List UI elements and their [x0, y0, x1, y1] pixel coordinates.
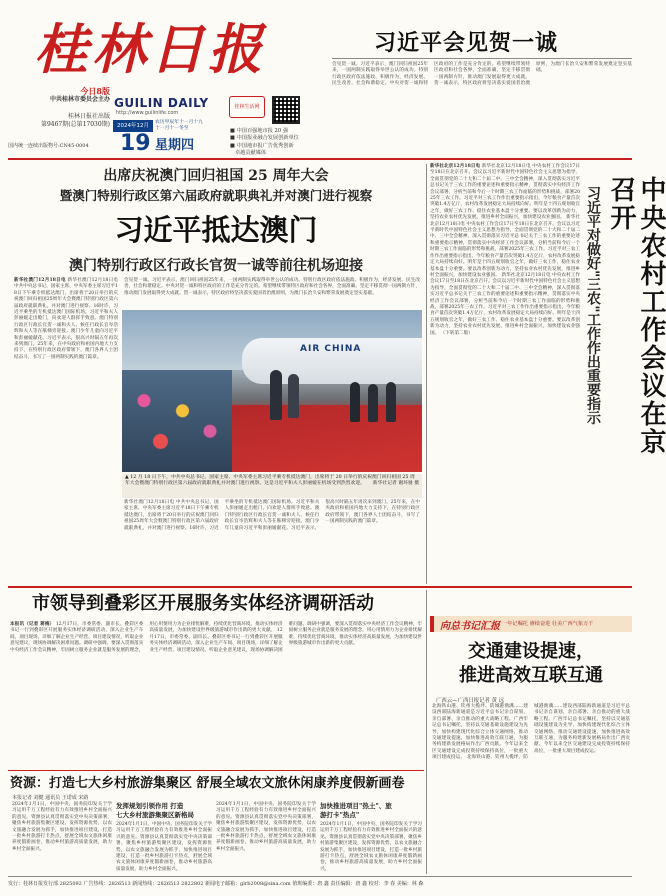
lunar-date	[155, 120, 227, 132]
column-headline	[430, 640, 632, 688]
lead-body-bottom: 新华社澳门12月18日电 中共中央总书记、国家主席、中央军委主席习近平18日下午乘专机抵达澳门，出席将于20日举行的庆祝澳门回归祖国25周年大会暨澳门特别行政区第六届政府就职典礼，并对澳门进行视察。16时许，习近平乘坐的专机抵达澳门国际机场。习近平和夫人彭丽媛走出舱门，向欢迎人群挥手致意。澳门特别行政区行政长官贺一诚和夫人、候任行政长官岑浩辉和夫人等在舷梯旁迎接。澳门少年儿童向习近平和彭丽媛献花。习近平表示，很高兴时隔五年再次来到澳门。25年来，在中央政府和祖国内地大力支持下，在特别行政区政府带领下，澳门各界人士团结奋斗，书写了一国两制实践的澳门篇章。	[124, 500, 420, 531]
badge-2: ■ 中国报业融合发展创新单位	[230, 135, 299, 142]
right-body-text-3: 新华社北京12月18日电 中央农村工作会议17日至18日在北京召开。会议以习近平新时代中国特色社会主义思想为指导，全面贯彻党的二十大和二十届二中、三中全会精神，深入贯彻落实习近平总书记关于三农工作的重要论述和重要指示精神，贯彻落实中央经济工作会议部署，分析当前和今后一个时期三农工作面临的形势和挑战，部署2025年三农工作。习近平对三农工作作出重要指示指出，今年粮食产量首次突破1.4万亿斤，农村改革发展稳定大局持续向好。明年是十四五规划收官之年，做好三农工作、稳住农业基本盘十分重要。要以改革创新为动力，坚持农业农村优先发展，推进乡村全面振兴，加快建设农业强国。	[430, 272, 580, 336]
daily-en: GUILIN DAILY	[114, 96, 209, 110]
badge-4-text: 卓越贡献媒体	[234, 150, 267, 157]
photo-figure-5	[386, 382, 396, 422]
lead-body-text: 新华社澳门12月18日电 中共中央总书记、国家主席、中央军委主席习近平18日下午乘专机抵达澳门，出席将于20日举行的庆祝澳门回归祖国25周年大会暨澳门特别行政区第六届政府就职典礼，并对澳门进行视察。16时许，习近平乘坐的专机抵达澳门国际机场。习近平和夫人彭丽媛走出舱门，向欢迎人群挥手致意。澳门特别行政区行政长官贺一诚和夫人、候任行政长官岑浩辉和夫人等在舷梯旁迎接。澳门少年儿童向习近平和彭丽媛献花。习近平表示，很高兴时隔五年再次来到澳门。25年来，在中央政府和祖国内地大力支持下，在特别行政区政府带领下，澳门各界人士团结奋斗，书写了一国两制实践的澳门篇章。	[14, 278, 118, 360]
city-body-text-2: 12月17日，市委常委、副市长、叠彩区委书记一行到叠彩区开展服务实体经济调研活动，深入企业生产车间、项目现场，详细了解企业生产经营、项目建设情况，听取企业意见建议，现场协调解决困难问题。调研中强调，要深入贯彻落实中央经济工作会议精神，牢固树立服务企业就是服务发展的理念，用心用情用力为企业排忧解难，持续优化营商环境，推动实体经济高质量发展，为加快建设世界级旅游城市作出新的更大贡献。	[149, 622, 422, 653]
right-body-text-1: 新华社北京12月18日电 中央农村工作会议17日至18日在北京召开。会议以习近平新时代中国特色社会主义思想为指导，全面贯彻党的二十大和二十届二中、三中全会精神，深入贯彻落实习近平总书记关于三农工作的重要论述和重要指示精神，贯彻落实中央经济工作会议部署，分析当前和今后一个时期三农工作面临的形势和挑战，部署2025年三农工作。习近平对三农工作作出重要指示指出，今年粮食产量首次突破1.4万亿斤，农村改革发展稳定大局持续向好。明年是十四五规划收官之年，做好三农工作、稳住农业基本盘十分重要。要以改革创新为动力，坚持农业农村优先发展，推进乡村全面振兴，加快建设农业强国。	[430, 164, 580, 221]
masthead-rule	[8, 158, 632, 160]
lead-body-top: 会见贺一诚。习近平表示，澳门回归祖国25年来，一国两制实践取得举世公认的成功。特别行政区政府依法施政、积极作为，经济发展、民生改善，社会和谐稳定。中央对贺一诚和特区政府的工作是充分肯定的。希望继续带领特区政府和社会各界，全面准确、坚定不移贯彻一国两制方针，推动澳门发展取得更大成就。贺一诚表示，特区政府将坚决落实爱国者治澳原则，为澳门长治久安和繁荣发展奠定坚实基础。	[124, 278, 420, 296]
photo-aircraft-label: AIR CHINA	[300, 344, 362, 354]
badge-1-text: 中国百强地市报 20 强	[236, 128, 288, 134]
lead-headline: 习近平抵达澳门	[114, 213, 318, 247]
lead-photo	[122, 310, 422, 472]
bottom-subhead-a	[116, 802, 212, 820]
publisher-label: 桂林日报社出版	[67, 113, 110, 120]
masthead-logo: 桂林日报	[34, 17, 266, 81]
photo-figure-3	[350, 382, 360, 422]
qr-code-icon	[272, 96, 300, 124]
masthead-info	[40, 88, 110, 128]
honor-badges	[230, 128, 330, 158]
bottom-headline: 资源：打造七大乡村旅游集聚区 舒展全域农文旅休闲康养度假新画卷	[10, 776, 405, 791]
column-body-text-2: 北海铁山港、钦州大榄坪、防城港渔澫……建设西部陆海新通道是习近平总书记亲自谋划、亲自部署、亲自推动的重大战略工程。广西牢记总书记嘱托，坚持以交通基础设施建设为先导，加快构建现代化综合立体交通网络，推动交通建设提速，加快推进高效互联互通，为服务构建新发展格局作出广西贡献。今年以来全区交通建设完成投资持续保持高位，一批重大项目建成投运。	[466, 704, 630, 761]
bottom-subhead-3: 加快推进项目"热土"、旅	[320, 802, 392, 810]
city-headline: 市领导到叠彩区开展服务实体经济调研活动	[32, 593, 374, 614]
city-body	[10, 622, 422, 768]
divider	[426, 164, 427, 584]
guilin-life-logo: 桂林生活网	[229, 96, 265, 118]
cn-code: 国内统一连续出版物号:CN45-0004	[8, 143, 89, 149]
city-body-text-1: 12月17日，市委常委、副市长、叠彩区委书记一行到叠彩区开展服务实体经济调研活动，深入企业生产车间、项目现场，详细了解企业生产经营、项目建设情况，听取企业意见建议，现场协调解决困难问题。调研中强调，要深入贯彻落实中央经济工作会议精神，牢固树立服务企业就是服务发展的理念，用心用情用力为企业排忧解难，持续优化营商环境，推动实体经济高质量发展，为加快建设世界级旅游城市作出新的更大贡献。	[10, 622, 283, 653]
sponsor-label: 中共桂林市委员会主办	[49, 95, 110, 103]
photo-credit: 新华社记者 谢环驰 摄	[372, 481, 419, 486]
photo-caption-text: ▲ 12 月 18 日下午，中共中央总书记、国家主席、中央军委主席习近平乘专机抵达澳门，出席将于 20 日举行的庆祝澳门回归祖国 25 周年大会暨澳门特别行政区第六届政府就职典礼并对澳门进行视察。这是习近平和夫人彭丽媛在机场受到热烈欢迎。	[125, 475, 415, 486]
photo-figure-2	[288, 374, 299, 418]
bottom-body-3: 2024年1月1日，中国中央、国务院印发关于学习运用千万工程经验有力有效推进乡村全面振兴的意见。资源县认真贯彻落实党中央决策部署，聚焦乡村旅游集聚区建设，发挥资源优势，以农文旅融合发展为抓手，加快推进项目建设，打造一批乡村旅游打卡热点，舒展全域农文旅休闲康养度假新画卷，推动乡村旅游高质量发展，助力乡村全面振兴。	[216, 802, 316, 852]
divider	[426, 590, 427, 874]
site-url: http://www.guilinlife.com	[116, 110, 179, 116]
column-body	[432, 704, 630, 874]
bottom-subhead-b	[320, 802, 420, 820]
date-day: 19	[120, 131, 151, 156]
bottom-body-2: 2024年1月1日，中国中央、国务院印发关于学习运用千万工程经验有力有效推进乡村全面振兴的意见。资源县认真贯彻落实党中央决策部署，聚焦乡村旅游集聚区建设，发挥资源优势，以农文旅融合发展为抓手，加快推进项目建设，打造一批乡村旅游打卡热点，舒展全域农文旅休闲康养度假新画卷，推动乡村旅游高质量发展，助力乡村全面振兴。	[116, 822, 212, 872]
bottom-subhead-4: 游打卡"热点"	[320, 811, 360, 819]
badge-3-text: 中国地市报广告优秀创新	[236, 142, 294, 149]
edition-label: 今日8版	[80, 86, 110, 96]
bottom-subhead-2: 七大乡村旅游集聚区新格局	[116, 811, 194, 819]
weekday: 星期四	[155, 138, 195, 153]
lunar-line-2: 十一月十一冬至	[155, 126, 189, 131]
lunar-line-1: 农历甲辰年十一月十九	[155, 120, 203, 125]
lead-body-left	[14, 278, 118, 582]
section-rule	[8, 586, 632, 588]
right-subhead: 习近平对做好"三农"工作作出重要指示	[585, 186, 601, 425]
lead-dateline: 新华社澳门12月18日电	[14, 278, 66, 283]
column-banner-title: 向总书记汇报	[440, 621, 500, 632]
badge-2-text: 中国报业融合发展创新单位	[236, 135, 299, 142]
lead-kicker-2: 暨澳门特别行政区第六届政府就职典礼并对澳门进行视察	[59, 188, 373, 203]
column-headline-2: 推进高效互联互通	[459, 665, 603, 686]
right-body	[430, 164, 580, 582]
bottom-subhead-1: 发挥规划引领作用 打造	[116, 802, 184, 810]
photo-figure-4	[368, 384, 378, 422]
column-body-text-1: 北海铁山港、钦州大榄坪、防城港渔澫……建设西部陆海新通道是习近平总书记亲自谋划、亲自部署、亲自推动的重大战略工程。广西牢记总书记嘱托，坚持以交通基础设施建设为先导，加快构建现代化综合立体交通网络，推动交通建设提速，加快推进高效互联互通，为服务构建新发展格局作出广西贡献。今年以来全区交通建设完成投资持续保持高位，一批重大项目建成投运。	[432, 704, 528, 761]
divider	[332, 58, 632, 59]
photo-caption	[122, 474, 422, 498]
bottom-body-1: 2024年1月1日，中国中央、国务院印发关于学习运用千万工程经验有力有效推进乡村全面振兴的意见。资源县认真贯彻落实党中央决策部署，聚焦乡村旅游集聚区建设，发挥资源优势，以农文旅融合发展为抓手，加快推进项目建设，打造一批乡村旅游打卡热点，舒展全域农文旅休闲康养度假新画卷，推动乡村旅游高质量发展，助力乡村全面振兴。	[12, 802, 112, 852]
footer-info: 发行：桂林日报发行部 2825092 广告热线：2826513 新闻热线：2826513 2822802 新闻电子邮箱：glrb2008@sina.com 值班编委：唐 鑫 责任编辑：唐 鑫 校对：李 春 美编：林 森	[8, 881, 424, 887]
badge-3: ■ 中国地市报广告优秀创新	[230, 142, 294, 149]
photo-crowd	[122, 370, 232, 472]
date-prefix: 2024年12月	[113, 120, 153, 132]
lead-subhead: 澳门特别行政区行政长官贺一诚等前往机场迎接	[69, 258, 363, 274]
photo-figure-1	[270, 370, 282, 420]
footer-rule	[8, 876, 632, 877]
right-more: （下转第二版）	[440, 330, 473, 336]
column-banner-sub: 一年记嘱托 赓续奋进 壮美广西气象万千	[502, 621, 594, 627]
right-body-text-2: 新华社北京12月18日电 中央农村工作会议17日至18日在北京召开。会议以习近平新时代中国特色社会主义思想为指导，全面贯彻党的二十大和二十届二中、三中全会精神，深入贯彻落实习近平总书记关于三农工作的重要论述和重要指示精神，贯彻落实中央经济工作会议部署，分析当前和今后一个时期三农工作面临的形势和挑战，部署2025年三农工作。习近平对三农工作作出重要指示指出，今年粮食产量首次突破1.4万亿斤，农村改革发展稳定大局持续向好。明年是十四五规划收官之年，做好三农工作、稳住农业基本盘十分重要。要以改革创新为动力，坚持农业农村优先发展，推进乡村全面振兴，加快建设农业强国。	[430, 215, 580, 278]
right-headline: 中央农村工作会议在京召开	[606, 176, 666, 456]
lead-kicker	[10, 166, 422, 206]
badge-1: ■ 中国百强地市报 20 强	[230, 128, 288, 134]
city-dateline: 本报讯（记者 蒋梅）	[10, 622, 55, 627]
column-byline: 广西云—广西日报记者 黄 远	[436, 698, 505, 704]
column-headline-1: 交通建设提速，	[468, 641, 594, 662]
column-banner	[430, 616, 632, 632]
top-headline: 习近平会见贺一诚	[374, 30, 559, 56]
badge-4	[230, 150, 330, 157]
bottom-body-4: 2024年1月1日，中国中央、国务院印发关于学习运用千万工程经验有力有效推进乡村全面振兴的意见。资源县认真贯彻落实党中央决策部署，聚焦乡村旅游集聚区建设，发挥资源优势，以农文旅融合发展为抓手，加快推进项目建设，打造一批乡村旅游打卡热点，舒展全域农文旅休闲康养度假新画卷，推动乡村旅游高质量发展，助力乡村全面振兴。	[320, 822, 422, 872]
issue-number: 第9467期(总第17030期)	[40, 120, 110, 128]
top-story-body: 会见贺一诚。习近平表示，澳门回归祖国25年来，一国两制实践取得举世公认的成功。特别行政区政府依法施政、积极作为，经济发展、民生改善，社会和谐稳定。中央对贺一诚和特区政府的工作是充分肯定的。希望继续带领特区政府和社会各界，全面准确、坚定不移贯彻一国两制方针，推动澳门发展取得更大成就。贺一诚表示，特区政府将坚决落实爱国者治澳原则，为澳门长治久安和繁荣发展奠定坚实基础。	[332, 62, 632, 87]
bottom-byline: 本报记者 刘健 通讯员 王诺成 宋路	[12, 795, 89, 801]
section-rule	[8, 770, 424, 771]
lead-kicker-1: 出席庆祝澳门回归祖国 25 周年大会	[103, 168, 329, 184]
right-dateline: 新华社北京12月18日电	[430, 164, 481, 169]
